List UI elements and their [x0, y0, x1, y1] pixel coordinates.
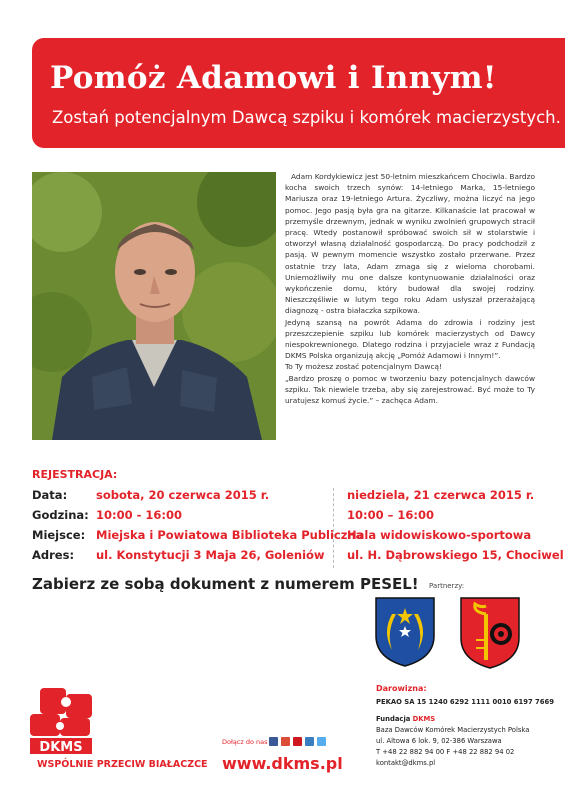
- foundation-address: ul. Altowa 6 lok. 9, 02-386 Warszawa: [376, 737, 502, 745]
- portrait-photo: [32, 172, 276, 440]
- nk-icon[interactable]: [305, 737, 314, 746]
- facebook-icon[interactable]: [269, 737, 278, 746]
- header-banner: [32, 38, 565, 148]
- website-link[interactable]: www.dkms.pl: [222, 754, 343, 773]
- follow-label: Dołącz do nas: [222, 738, 268, 746]
- address-value-left: ul. Konstytucji 3 Maja 26, Goleniów: [96, 548, 325, 562]
- time-value-left: 10:00 - 16:00: [96, 508, 182, 522]
- bio-paragraph: Jedyną szansą na powrót Adama do zdrowia i rodziny jest przeszczepienie szpiku lub komórek macierzystych od Dawcy niespokrewnionego. Dlatego rodzina i przyjaciele wraz z Fundacją DKMS Polska organizują akcję „Pomóż Adamowi i Innym!”.: [285, 317, 535, 361]
- bio-paragraph: To Ty możesz zostać potencjalnym Dawcą!: [285, 362, 442, 372]
- address-label: Adres:: [32, 548, 75, 562]
- dkms-logo: [30, 688, 100, 760]
- place-value-right: Hala widowiskowo-sportowa: [347, 528, 532, 542]
- pesel-note: Zabierz ze sobą dokument z numerem PESEL!: [32, 575, 419, 593]
- dkms-logo-text: DKMS: [39, 740, 83, 755]
- bio-paragraph: Adam Kordykiewicz jest 50-letnim mieszkańcem Chociwla. Bardzo kocha swoich trzech synów: 14-letniego Marka, 15-letniego Mariusza oraz 19-letniego Artura. Życzliwy, można liczyć na jego pomoc. Jego pasją była gra na gitarze. Kilkanaście lat pracował w przemyśle drzewnym, jednak w wyniku zwolnień grupowych stracił pracę. Wtedy postanowił spróbować swoich sił w stolarstwie i otworzył własną działalność gospodarczą. Do pracy podchodził z pasją. W pewnym momencie wszystko zostało przerwane. Przez ostatnie trzy lata, Adam zmaga się z wieloma chorobami. Uniemożliwiły mu one dalsze kontynuowanie działalności oraz wykończenie domu, który budował dla swojej rodziny. Nieszczęśliwie w lutym tego roku Adam usłyszał przerażającą diagnozę - ostra białaczka szpikowa.: [285, 172, 535, 316]
- foundation-phone: T +48 22 882 94 00 F +48 22 882 94 02: [376, 748, 515, 756]
- goleniow-crest-icon: [459, 596, 521, 674]
- registration-title: REJESTRACJA:: [32, 468, 118, 481]
- foundation-line: Baza Dawców Komórek Macierzystych Polska: [376, 726, 530, 734]
- place-label: Miejsce:: [32, 528, 86, 542]
- bank-account: PEKAO SA 15 1240 6292 1111 0010 6197 7669: [376, 698, 554, 706]
- twitter-icon[interactable]: [317, 737, 326, 746]
- column-divider: [333, 488, 334, 568]
- address-value-right: ul. H. Dąbrowskiego 15, Chociwel: [347, 548, 564, 562]
- foundation-prefix: Fundacja: [376, 715, 411, 723]
- bio-quote: „Bardzo proszę o pomoc w tworzeniu bazy potencjalnych dawców szpiku. Tak niewiele trzeba, aby się zarejestrować. Być może to Ty uratujesz komuś życie.” – zachęca Adam.: [285, 373, 535, 406]
- date-value-left: sobota, 20 czerwca 2015 r.: [96, 488, 270, 502]
- google-plus-icon[interactable]: [281, 737, 290, 746]
- page-subtitle: Zostań potencjalnym Dawcą szpiku i komórek macierzystych.: [52, 108, 561, 127]
- foundation-name: DKMS: [412, 715, 436, 723]
- dkms-slogan: WSPÓLNIE PRZECIW BIAŁACZCE: [37, 759, 208, 770]
- time-label: Godzina:: [32, 508, 89, 522]
- date-label: Data:: [32, 488, 68, 502]
- foundation-email[interactable]: kontakt@dkms.pl: [376, 759, 436, 767]
- youtube-icon[interactable]: [293, 737, 302, 746]
- chociwel-crest-icon: [374, 596, 436, 672]
- foundation-info: [376, 714, 529, 769]
- bio-text: [285, 171, 535, 406]
- place-value-left: Miejska i Powiatowa Biblioteka Publiczna: [96, 528, 364, 542]
- date-value-right: niedziela, 21 czerwca 2015 r.: [347, 488, 535, 502]
- partners-label: Partnerzy:: [429, 582, 465, 590]
- time-value-right: 10:00 – 16:00: [347, 508, 434, 522]
- donation-title: Darowizna:: [376, 684, 427, 693]
- page-title: Pomóż Adamowi i Innym!: [50, 60, 497, 96]
